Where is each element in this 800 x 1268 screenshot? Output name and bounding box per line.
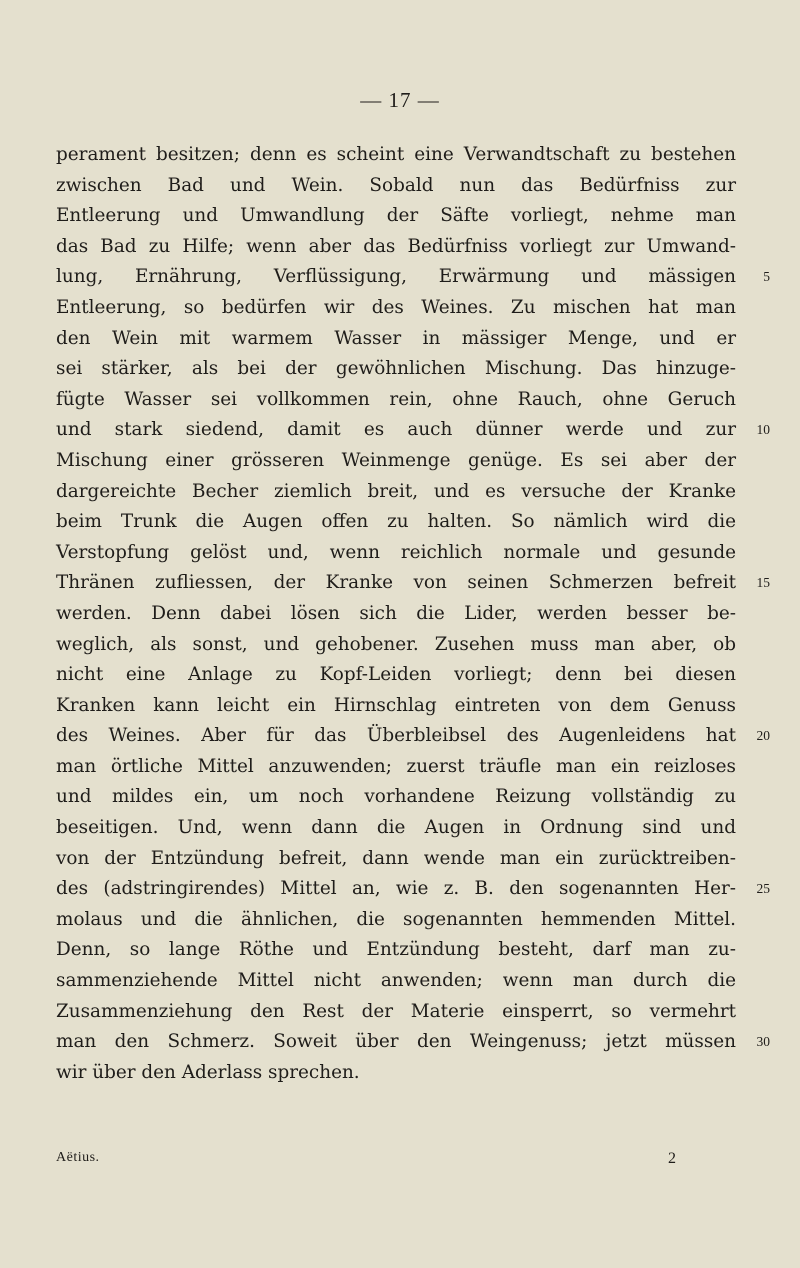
line-number: 20 xyxy=(756,728,770,744)
text-line xyxy=(56,691,736,722)
text-line-content: perament besitzen; denn es scheint eine Verwandtschaft zu bestehen xyxy=(56,144,736,165)
text-line xyxy=(56,385,736,416)
text-line-content: von der Entzündung befreit, dann wende man ein zurücktreiben- xyxy=(56,847,736,869)
text-line-content: Kranken kann leicht ein Hirnschlag eintreten von dem Genuss xyxy=(56,694,736,716)
text-line-content: Mischung einer grösseren Weinmenge genüge. Es sei aber der xyxy=(56,449,736,471)
footer-sheet-number: 2 xyxy=(668,1150,676,1167)
text-line-content: werden. Denn dabei lösen sich die Lider, werden besser be- xyxy=(56,602,736,624)
line-number: 25 xyxy=(756,881,770,897)
text-line-content: nicht eine Anlage zu Kopf-Leiden vorliegt; denn bei diesen xyxy=(56,664,736,686)
text-line xyxy=(56,568,770,599)
text-line xyxy=(56,446,736,477)
text-line-content: Zusammenziehung den Rest der Materie einsperrt, so vermehrt xyxy=(56,1000,736,1022)
text-line xyxy=(56,354,736,385)
text-line-content: Entleerung und Umwandlung der Säfte vorliegt, nehme man xyxy=(56,205,736,227)
text-line xyxy=(56,844,736,875)
text-line xyxy=(56,782,736,813)
text-line-content: Denn, so lange Röthe und Entzündung besteht, darf man zu- xyxy=(56,939,736,961)
text-line xyxy=(56,293,736,324)
text-line-content: des Weines. Aber für das Überbleibsel des Augenleidens hat xyxy=(56,725,736,747)
text-line-content: sammenziehende Mittel nicht anwenden; wenn man durch die xyxy=(56,970,736,992)
text-line xyxy=(56,171,736,202)
text-line xyxy=(56,813,736,844)
text-line xyxy=(56,874,770,905)
text-line xyxy=(56,752,736,783)
text-line xyxy=(56,538,736,569)
text-line xyxy=(56,935,736,966)
text-line xyxy=(56,966,736,997)
text-line-content: dargereichte Becher ziemlich breit, und es versuche der Kranke xyxy=(56,480,736,502)
text-line-content: weglich, als sonst, und gehobener. Zusehen muss man aber, ob xyxy=(56,633,736,655)
text-line xyxy=(56,262,770,293)
text-line xyxy=(56,324,736,355)
text-line xyxy=(56,905,736,936)
text-line xyxy=(56,232,736,263)
text-line-content: wir über den Aderlass sprechen. xyxy=(56,1061,360,1083)
text-line-content: Entleerung, so bedürfen wir des Weines. Zu mischen hat man xyxy=(56,296,736,318)
text-line-content: fügte Wasser sei vollkommen rein, ohne Rauch, ohne Geruch xyxy=(56,388,736,410)
text-line-content: des (adstringirendes) Mittel an, wie z. B. den sogenannten Her- xyxy=(56,878,736,900)
text-line-content: man örtliche Mittel anzuwenden; zuerst träufle man ein reizloses xyxy=(56,755,736,777)
page-number: — 17 — xyxy=(360,88,440,112)
text-line xyxy=(56,477,736,508)
text-line-content: molaus und die ähnlichen, die sogenannten hemmenden Mittel. xyxy=(56,908,736,930)
text-line-content: lung, Ernährung, Verflüssigung, Erwärmung und mässigen xyxy=(56,266,736,288)
text-line-content: zwischen Bad und Wein. Sobald nun das Bedürfniss zur xyxy=(56,174,736,196)
text-line xyxy=(56,630,736,661)
text-line-content: Verstopfung gelöst und, wenn reichlich normale und gesunde xyxy=(56,541,736,563)
text-line xyxy=(56,721,770,752)
text-line-content: und stark siedend, damit es auch dünner werde und zur xyxy=(56,419,736,441)
text-line-content: beseitigen. Und, wenn dann die Augen in Ordnung sind und xyxy=(56,817,736,839)
text-line-content: den Wein mit warmem Wasser in mässiger Menge, und er xyxy=(56,327,736,349)
text-line-content: man den Schmerz. Soweit über den Weingenuss; jetzt müssen xyxy=(56,1031,736,1053)
text-line xyxy=(56,1027,770,1058)
text-line xyxy=(56,140,736,171)
text-line xyxy=(56,997,736,1028)
text-line-content: das Bad zu Hilfe; wenn aber das Bedürfniss vorliegt zur Umwand- xyxy=(56,235,736,257)
text-line xyxy=(56,507,736,538)
text-line xyxy=(56,415,770,446)
line-number: 10 xyxy=(756,422,770,438)
body-text xyxy=(56,140,770,1088)
text-line xyxy=(56,201,736,232)
text-line-content: beim Trunk die Augen offen zu halten. So nämlich wird die xyxy=(56,511,736,533)
text-line-content: Thränen zufliessen, der Kranke von seinen Schmerzen befreit xyxy=(56,572,736,594)
footer-signature: Aëtius. xyxy=(56,1150,100,1165)
text-line xyxy=(56,660,736,691)
line-number: 30 xyxy=(756,1034,770,1050)
text-line-content: sei stärker, als bei der gewöhnlichen Mischung. Das hinzuge- xyxy=(56,358,736,380)
line-number: 5 xyxy=(763,269,770,285)
text-line xyxy=(56,599,736,630)
text-line-content: und mildes ein, um noch vorhandene Reizung vollständig zu xyxy=(56,786,736,808)
line-number: 15 xyxy=(756,575,770,591)
text-line xyxy=(56,1058,736,1089)
